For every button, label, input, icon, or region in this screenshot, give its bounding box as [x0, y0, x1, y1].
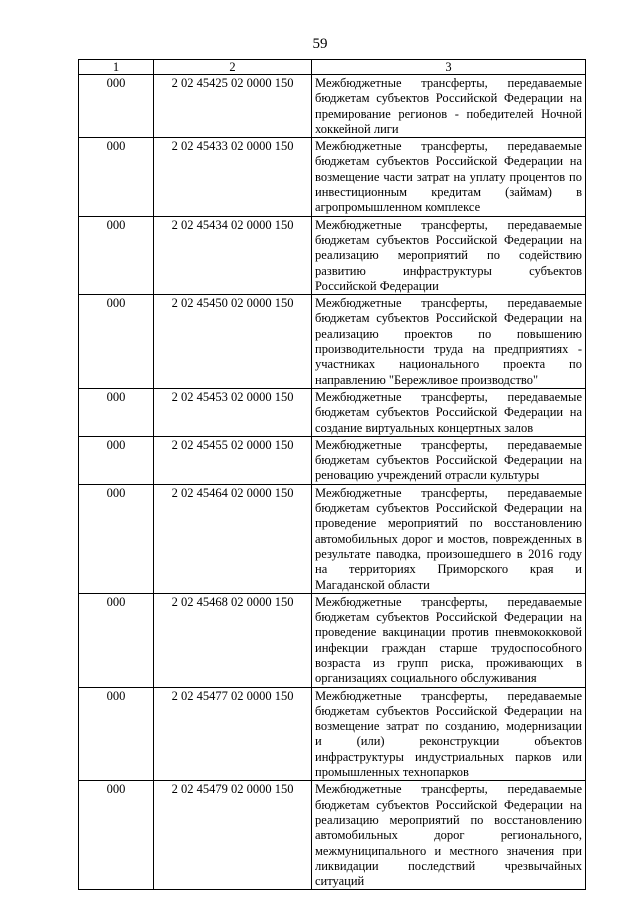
- column-header-2: 2: [154, 60, 312, 75]
- budget-code-cell: 2 02 45464 02 0000 150: [154, 484, 312, 593]
- table-row: [79, 216, 586, 294]
- description-line: Межбюджетные трансферты, передаваемые: [315, 594, 582, 609]
- description-line: бюджетам субъектов Российской Федерации на: [315, 703, 582, 718]
- admin-code-cell: 000: [79, 216, 154, 294]
- description-line: возраста из групп риска, проживающих в: [315, 655, 582, 670]
- table-row: [79, 484, 586, 593]
- table-row: [79, 781, 586, 890]
- table-row: [79, 436, 586, 484]
- description-line: направлению "Бережливое производство": [315, 372, 539, 387]
- admin-code-cell: 000: [79, 436, 154, 484]
- description-line: бюджетам субъектов Российской Федерации на: [315, 610, 582, 625]
- description-line: на территориях Приморского края и: [315, 562, 582, 577]
- description-line: Межбюджетные трансферты, передаваемые: [315, 485, 582, 500]
- budget-code-cell: 2 02 45455 02 0000 150: [154, 436, 312, 484]
- description-line: бюджетам субъектов Российской Федерации на: [315, 501, 582, 516]
- admin-code-cell: 000: [79, 484, 154, 593]
- description-line: ситуаций: [315, 874, 365, 889]
- table-row: [79, 687, 586, 781]
- column-header-3: 3: [312, 60, 586, 75]
- description-line: бюджетам субъектов Российской Федерации на: [315, 232, 582, 247]
- description-line: бюджетам субъектов Российской Федерации на: [315, 405, 582, 420]
- description-line: промышленных технопарков: [315, 765, 469, 780]
- description-line: Межбюджетные трансферты, передаваемые: [315, 437, 582, 452]
- page-number: 59: [312, 36, 328, 52]
- admin-code-cell: 000: [79, 593, 154, 687]
- budget-code-cell: 2 02 45434 02 0000 150: [154, 216, 312, 294]
- description-cell: [312, 138, 586, 216]
- description-line: создание виртуальных концертных залов: [315, 420, 534, 435]
- description-cell: [312, 687, 586, 781]
- description-line: премирование регионов - победителей Ночной: [315, 106, 582, 121]
- description-line: инфраструктуры индустриальных парков или: [315, 749, 582, 764]
- description-line: ликвидации последствий чрезвычайных: [315, 858, 582, 873]
- description-line: Межбюджетные трансферты, передаваемые: [315, 389, 582, 404]
- description-line: развитию инфраструктуры субъектов: [315, 263, 582, 278]
- description-line: Российской Федерации: [315, 278, 439, 293]
- description-cell: [312, 484, 586, 593]
- admin-code-cell: 000: [79, 687, 154, 781]
- description-cell: [312, 781, 586, 890]
- description-line: результате паводка, произошедшего в 2016 году: [315, 546, 582, 561]
- description-line: автомобильных дорог регионального,: [315, 828, 582, 843]
- budget-code-cell: 2 02 45433 02 0000 150: [154, 138, 312, 216]
- admin-code-cell: 000: [79, 75, 154, 138]
- description-line: проведение мероприятий по восстановлению: [315, 516, 582, 531]
- description-cell: [312, 593, 586, 687]
- description-line: бюджетам субъектов Российской Федерации на: [315, 91, 582, 106]
- table-row: [79, 75, 586, 138]
- description-line: хоккейной лиги: [315, 121, 399, 136]
- budget-code-cell: 2 02 45425 02 0000 150: [154, 75, 312, 138]
- description-cell: [312, 75, 586, 138]
- description-line: инвестиционным кредитам (займам) в: [315, 185, 582, 200]
- budget-code-cell: 2 02 45453 02 0000 150: [154, 388, 312, 436]
- budget-code-cell: 2 02 45450 02 0000 150: [154, 295, 312, 389]
- description-line: бюджетам субъектов Российской Федерации на: [315, 311, 582, 326]
- description-line: Магаданской области: [315, 577, 430, 592]
- description-cell: [312, 216, 586, 294]
- table-row: [79, 138, 586, 216]
- description-line: организациях социального обслуживания: [315, 671, 537, 686]
- description-line: участниках национального проекта по: [315, 357, 582, 372]
- budget-code-cell: 2 02 45477 02 0000 150: [154, 687, 312, 781]
- admin-code-cell: 000: [79, 388, 154, 436]
- description-line: реализацию проектов по повышению: [315, 326, 582, 341]
- description-line: бюджетам субъектов Российской Федерации на: [315, 154, 582, 169]
- description-line: автомобильных дорог и мостов, поврежденных в: [315, 531, 582, 546]
- table-row: [79, 593, 586, 687]
- admin-code-cell: 000: [79, 295, 154, 389]
- budget-classification-table: [78, 59, 586, 890]
- table-header-row: [79, 60, 586, 75]
- budget-code-cell: 2 02 45479 02 0000 150: [154, 781, 312, 890]
- admin-code-cell: 000: [79, 138, 154, 216]
- description-line: бюджетам субъектов Российской Федерации на: [315, 453, 582, 468]
- description-line: реализацию мероприятий по содействию: [315, 248, 582, 263]
- description-cell: [312, 436, 586, 484]
- table-body: [79, 75, 586, 890]
- description-cell: [312, 388, 586, 436]
- budget-code-cell: 2 02 45468 02 0000 150: [154, 593, 312, 687]
- description-line: Межбюджетные трансферты, передаваемые: [315, 76, 582, 90]
- description-cell: [312, 295, 586, 389]
- description-line: Межбюджетные трансферты, передаваемые: [315, 782, 582, 797]
- description-line: реализацию мероприятий по восстановлению: [315, 812, 582, 827]
- description-line: Межбюджетные трансферты, передаваемые: [315, 139, 582, 154]
- description-line: Межбюджетные трансферты, передаваемые: [315, 296, 582, 311]
- description-line: межмуниципального и местного значения при: [315, 843, 582, 858]
- table-row: [79, 388, 586, 436]
- description-line: возмещение части затрат на уплату процентов по: [315, 169, 582, 184]
- description-line: агропромышленном комплексе: [315, 200, 481, 215]
- admin-code-cell: 000: [79, 781, 154, 890]
- description-line: производительности труда на предприятиях -: [315, 342, 582, 357]
- description-line: Межбюджетные трансферты, передаваемые: [315, 688, 582, 703]
- description-line: инфекции граждан старше трудоспособного: [315, 640, 582, 655]
- description-line: и (или) реконструкции объектов: [315, 734, 582, 749]
- column-header-1: 1: [79, 60, 154, 75]
- description-line: проведение вакцинации против пневмококковой: [315, 625, 582, 640]
- description-line: бюджетам субъектов Российской Федерации на: [315, 797, 582, 812]
- description-line: Межбюджетные трансферты, передаваемые: [315, 217, 582, 232]
- description-line: реновацию учреждений отрасли культуры: [315, 468, 540, 483]
- description-line: возмещение затрат по созданию, модернизации: [315, 719, 582, 734]
- table-row: [79, 295, 586, 389]
